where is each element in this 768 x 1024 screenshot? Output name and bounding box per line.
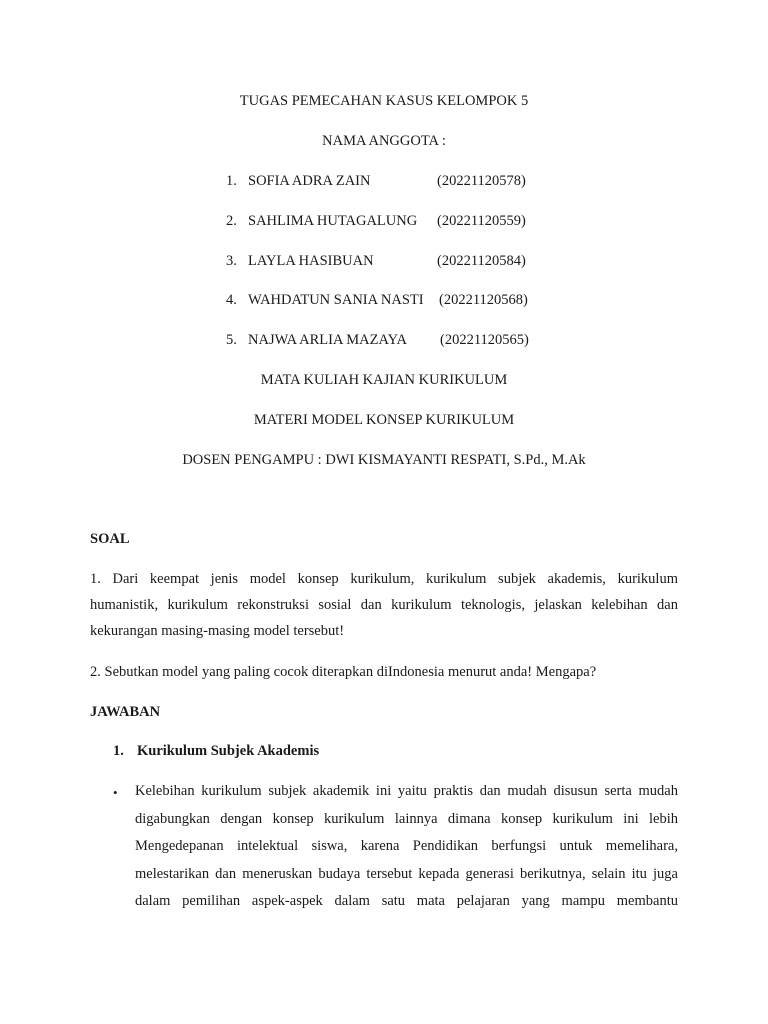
member-nim: (20221120559) bbox=[437, 213, 526, 229]
section-1-title: Kurikulum Subjek Akademis bbox=[137, 743, 320, 759]
soal-heading: SOAL bbox=[90, 531, 130, 547]
lecturer-name: DOSEN PENGAMPU : DWI KISMAYANTI RESPATI, S.Pd., M.Ak bbox=[182, 452, 586, 468]
member-number: 3. bbox=[226, 253, 237, 269]
member-number: 2. bbox=[226, 213, 237, 229]
section-1-number: 1. bbox=[113, 743, 124, 759]
member-number: 5. bbox=[226, 332, 237, 348]
material-name: MATERI MODEL KONSEP KURIKULUM bbox=[253, 412, 515, 428]
members-label: NAMA ANGGOTA : bbox=[322, 133, 446, 149]
bullet-1-line: Kelebihan kurikulum subjek akademik ini yaitu praktis dan mudah disusun serta mudah bbox=[135, 783, 678, 799]
member-nim: (20221120584) bbox=[437, 253, 526, 269]
jawaban-heading: JAWABAN bbox=[90, 704, 161, 720]
bullet-1-line: Mengedepanan intelektual siswa, karena Pendidikan berfungsi untuk memelihara, bbox=[135, 838, 678, 854]
member-nim: (20221120565) bbox=[440, 332, 529, 348]
document-title: TUGAS PEMECAHAN KASUS KELOMPOK 5 bbox=[239, 93, 529, 109]
question-1-line: kekurangan masing-masing model tersebut! bbox=[90, 623, 345, 639]
bullet-1-line: digabungkan dengan konsep kurikulum lainnya dimana konsep kurikulum ini lebih bbox=[135, 810, 678, 827]
member-number: 4. bbox=[226, 292, 237, 308]
question-1 bbox=[90, 566, 678, 644]
bullet-1-line: dalam pemilihan aspek-aspek dalam satu mata pelajaran yang mampu membantu bbox=[135, 893, 678, 909]
member-name: SAHLIMA HUTAGALUNG bbox=[248, 213, 418, 229]
bullet-icon: • bbox=[113, 785, 118, 800]
question-1-line: 1. Dari keempat jenis model konsep kurikulum, kurikulum subjek akademis, kurikulum bbox=[90, 571, 678, 587]
question-2: 2. Sebutkan model yang paling cocok diterapkan diIndonesia menurut anda! Mengapa? bbox=[90, 664, 597, 680]
member-nim: (20221120578) bbox=[437, 173, 526, 189]
member-number: 1. bbox=[226, 173, 237, 189]
question-1-line: humanistik, kurikulum rekonstruksi sosial dan kurikulum teknologis, jelaskan kelebihan dan bbox=[90, 597, 678, 613]
bullet-1-text bbox=[135, 778, 678, 916]
member-name: LAYLA HASIBUAN bbox=[248, 253, 374, 269]
member-nim: (20221120568) bbox=[439, 292, 528, 308]
member-name: WAHDATUN SANIA NASTI bbox=[248, 292, 424, 308]
member-name: NAJWA ARLIA MAZAYA bbox=[248, 332, 407, 348]
member-name: SOFIA ADRA ZAIN bbox=[248, 173, 371, 189]
course-name: MATA KULIAH KAJIAN KURIKULUM bbox=[260, 372, 508, 388]
bullet-1-line: melestarikan dan meneruskan budaya tersebut kepada generasi berikutnya, selain itu juga bbox=[135, 865, 678, 882]
